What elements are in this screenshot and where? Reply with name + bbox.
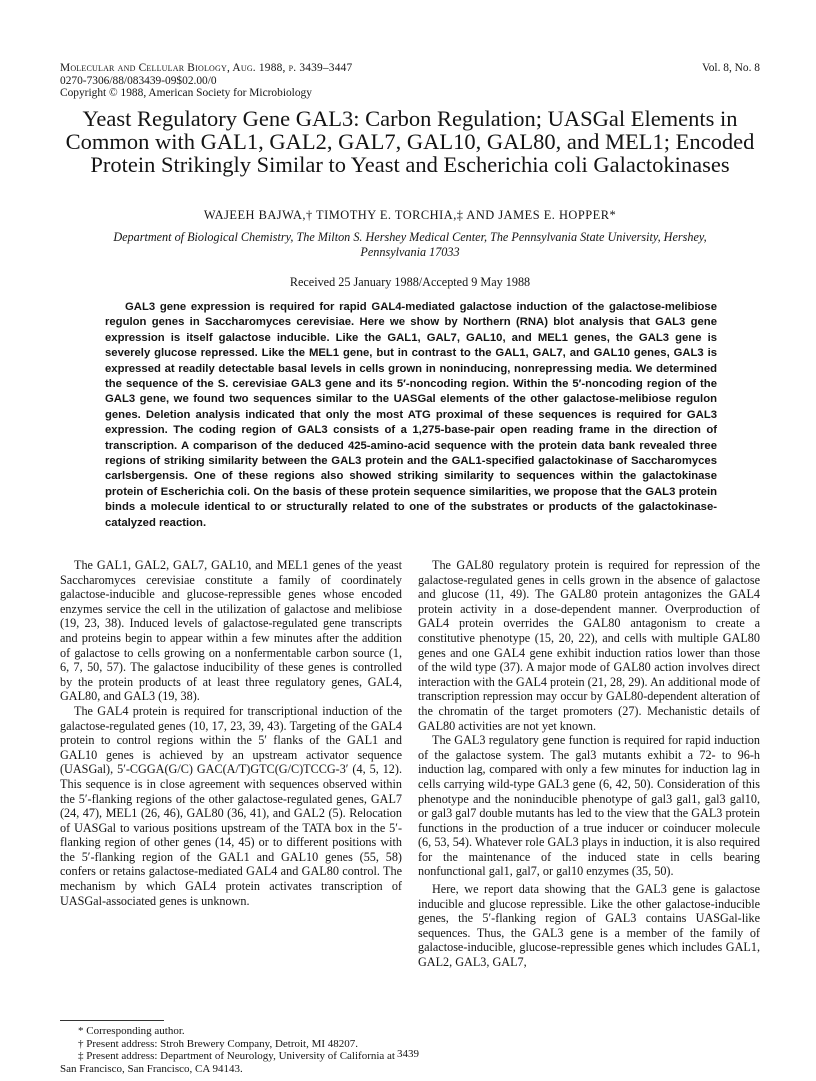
running-header	[60, 62, 760, 100]
footnote-dagger: † Present address: Stroh Brewery Company, Detroit, MI 48207.	[78, 1037, 359, 1050]
body-column-left	[60, 558, 402, 908]
footnote-double-dagger: ‡ Present address: Department of Neurology, University of California at San Francisco, San Francisco, CA 94143.	[60, 1050, 395, 1075]
body-paragraph: The GAL80 regulatory protein is required for repression of the galactose-regulated genes in cells grown in the absence of galactose and glucose (11, 49). The GAL80 protein antagonizes the GAL4 protein activity in a dose-dependent manner. Overproduction of GAL4 protein overrides the GAL80 antagonism to create a constitutive phenotype (15, 20, 22), and cells with multiple GAL80 genes and one GAL4 gene exhibit induction ratios lower than those of the wild type (37). A major mode of GAL80 action involves direct interaction with the GAL4 protein (21, 28, 29). An additional mode of transcription repression may occur by GAL80-dependent alteration of the chromatin of the target promoters (27). Mechanistic details of GAL80 activities are not yet known.	[418, 558, 760, 733]
copyright-line: Copyright © 1988, American Society for Microbiology	[60, 87, 312, 100]
received-dates: Received 25 January 1988/Accepted 9 May 1988	[289, 275, 531, 289]
author-list: WAJEEH BAJWA,† TIMOTHY E. TORCHIA,‡ AND JAMES E. HOPPER*	[203, 208, 617, 222]
body-paragraph: The GAL4 protein is required for transcriptional induction of the galactose-regulated genes (10, 17, 23, 39, 43). Targeting of the GAL4 protein to control regions within the 5′ flanks of the GAL1 and GAL10 genes is achieved by an upstream activator sequence (UASGal), 5′-CGGA(G/C) GAC(A/T)GTC(G/C)TCCG-3′ (4, 5, 12). This sequence is in close agreement with sequences observed within the 5′-flanking regions of the other galactose-regulated genes, GAL7 (24, 47), MEL1 (26, 46), GAL80 (36, 41), and GAL2 (5). Relocation of UASGal to various positions upstream of the TATA box in the 5′-flanking region of other genes (14, 45) or to different positions with the 5′-flanking region of the GAL1 and GAL10 genes (55, 58) confers or retains galactose-mediated GAL4 and GAL80 control. The mechanism by which GAL4 protein activates transcription of UASGal-associated genes is unknown.	[60, 703, 402, 908]
footnote-divider	[60, 1020, 164, 1021]
journal-citation: Molecular and Cellular Biology, Aug. 1988, p. 3439–3447	[60, 62, 353, 74]
page-number: 3439	[397, 1048, 419, 1060]
article-title: Yeast Regulatory Gene GAL3: Carbon Regulation; UASGal Elements in Common with GAL1, GAL2, GAL7, GAL10, GAL80, and MEL1; Encoded Protein Strikingly Similar to Yeast and Escherichia coli Galactokinases	[65, 106, 755, 178]
body-column-right	[418, 558, 760, 970]
issn-line: 0270-7306/88/083439-09$02.00/0	[60, 74, 217, 87]
abstract: GAL3 gene expression is required for rapid GAL4-mediated galactose induction of the galactose-melibiose regulon genes in Saccharomyces cerevisiae. Here we show by Northern (RNA) blot analysis that GAL3 gene expression is itself galactose inducible. Like the GAL1, GAL7, GAL10, and MEL1 genes, the GAL3 gene is severely glucose repressed. Like the MEL1 gene, but in contrast to the GAL1, GAL7, and GAL10 genes, GAL3 is expressed at readily detectable basal levels in cells grown in noninducing, nonrepressing media. We determined the sequence of the S. cerevisiae GAL3 gene and its 5′-noncoding region. Within the 5′-noncoding region of the GAL3 gene, we found two sequences similar to the UASGal elements of the other galactose-melibiose regulon genes. Deletion analysis indicated that only the most ATG proximal of these sequences is required for GAL3 expression. The coding region of GAL3 consists of a 1,275-base-pair open reading frame in the direction of transcription. A comparison of the deduced 425-amino-acid sequence with the protein data bank revealed three regions of striking similarity between the GAL3 protein and the GAL1-specified galactokinase of Saccharomyces carlsbergensis. One of these regions also showed striking similarity to sequences within the galactokinase protein of Escherichia coli. On the basis of these protein sequence similarities, we propose that the GAL3 protein binds a molecule identical to or structurally related to one of the substrates or products of the galactokinase-catalyzed reaction.	[105, 301, 717, 529]
footnote-corresponding: * Corresponding author.	[78, 1025, 185, 1037]
body-paragraph: The GAL1, GAL2, GAL7, GAL10, and MEL1 genes of the yeast Saccharomyces cerevisiae constitute a family of coordinately galactose-inducible and glucose-repressible genes whose encoded enzymes service the cell in the utilization of galactose and melibiose (19, 23, 38). Induced levels of galactose-regulated gene transcripts and proteins begin to appear within a few minutes after the addition of galactose to cells growing on a nonfermentable carbon source (1, 6, 7, 50, 57). The galactose inducibility of these genes is controlled by the protein products of at least three regulatory genes, GAL4, GAL80, and GAL3 (19, 38).	[60, 558, 402, 704]
volume-issue: Vol. 8, No. 8	[701, 62, 760, 74]
body-paragraph: The GAL3 regulatory gene function is required for rapid induction of the galactose system. The gal3 mutants exhibit a 72- to 96-h induction lag, compared with only a few minutes for induction lag in cells carrying wild-type GAL3 gene (6, 42, 50). Consideration of this phenotype and the noninducible phenotype of gal3 gal1, gal3 gal10, or gal3 gal7 double mutants has led to the view that the GAL3 protein functions in the production of a true inducer or coinducer molecule (6, 53, 54). Whatever role GAL3 plays in induction, it is also required for the maintenance of the induced state in cells bearing nonfunctional gal1, gal7, or gal10 enzymes (35, 50).	[418, 733, 760, 879]
body-paragraph: Here, we report data showing that the GAL3 gene is galactose inducible and glucose repressible. Like the other galactose-inducible genes, the 5′-flanking region of GAL3 contains UASGal-like sequences. Thus, the GAL3 gene is a member of the family of galactose-inducible, glucose-repressible genes which includes GAL1, GAL2, GAL3, GAL7,	[418, 882, 760, 970]
affiliation: Department of Biological Chemistry, The Milton S. Hershey Medical Center, The Pennsylvania State University, Hershey, Pennsylvania 17033	[113, 230, 707, 259]
